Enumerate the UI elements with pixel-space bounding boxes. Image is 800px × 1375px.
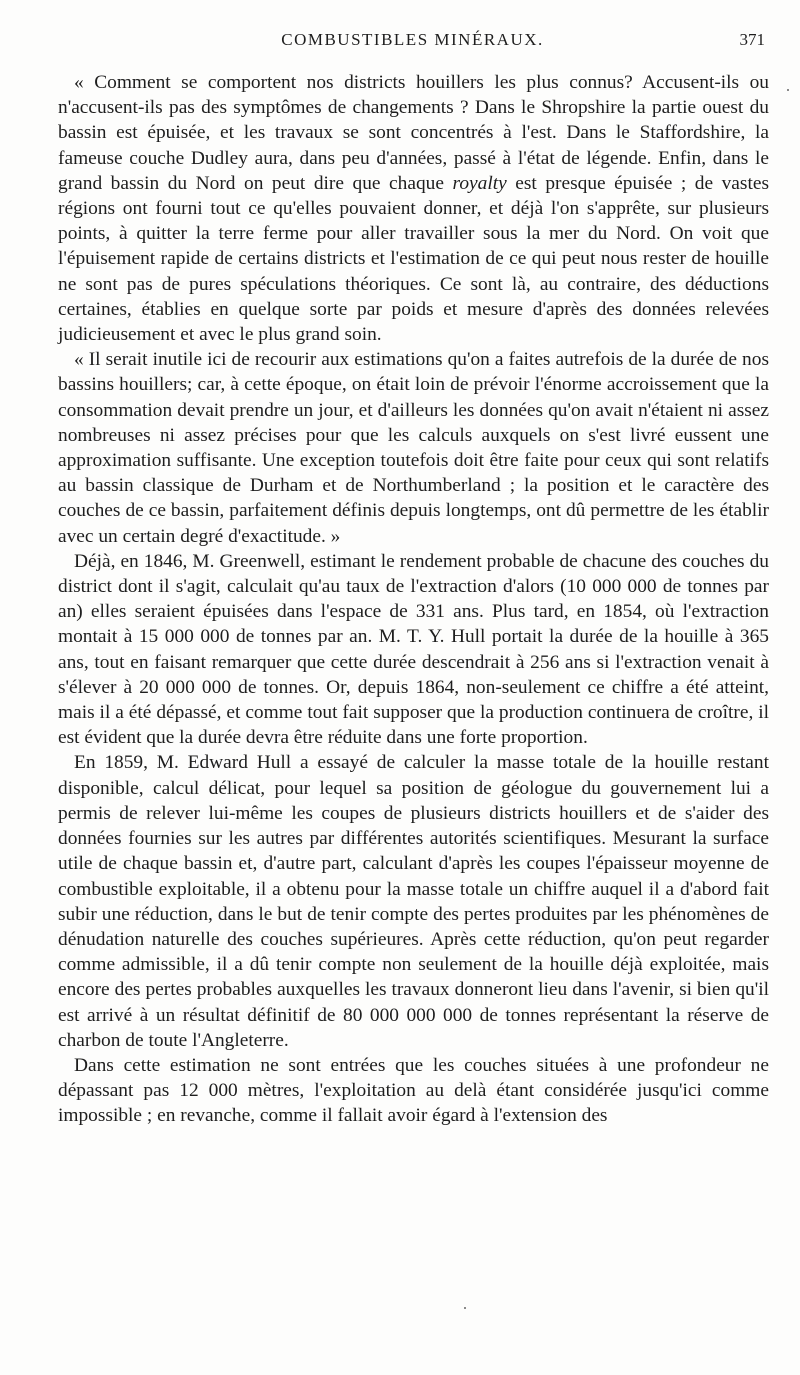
paragraph-depth: Dans cette estimation ne sont entrées que les couches situées à une profondeur ne dépassant pas 12 000 mètres, l'exploitation au delà étant considérée jusqu'ici comme impossible ; en revanche, comme il fallait avoir égard à l'extension des [58, 1054, 769, 1127]
ink-speck [464, 1307, 466, 1309]
margin-speck [787, 89, 789, 91]
page-body [58, 70, 769, 1129]
page-number: 371 [739, 30, 765, 49]
running-head [60, 30, 765, 56]
paragraph-text: est presque épuisée ; de vastes régions ont fourni tout ce qu'elles pouvaient donner, et déjà l'on s'apprête, sur plusieurs points, à quitter la terre ferme pour aller travailler sous la mer du Nord. On voit que l'épuisement rapide de certains districts et l'estimation de ce qui peut nous rester de houille ne sont pas de pures spéculations théoriques. Ce sont là, au contraire, des déductions certaines, établies en quelque sorte par poids et mesure d'après des données relevées judicieusement et avec le plus grand soin. [58, 172, 769, 346]
running-title: COMBUSTIBLES MINÉRAUX. [281, 30, 544, 49]
paragraph-greenwell: Déjà, en 1846, M. Greenwell, estimant le rendement probable de chacune des couches du district dont il s'agit, calculait qu'au taux de l'extraction d'alors (10 000 000 de tonnes par an) elles seraient épuisées dans l'espace de 331 ans. Plus tard, en 1854, où l'extraction montait à 15 000 000 de tonnes par an. M. T. Y. Hull portait la durée de la houille à 365 ans, tout en faisant remarquer que cette durée descendrait à 256 ans si l'extraction venait à s'élever à 20 000 000 de tonnes. Or, depuis 1864, non-seulement ce chiffre a été atteint, mais il a été dépassé, et comme tout fait supposer que la production continuera de croître, il est évident que la durée devra être réduite dans une forte proportion. [58, 550, 769, 749]
paragraph-quote-districts [58, 70, 769, 347]
paragraph-text: « Comment se comportent nos districts houillers les plus connus? Accusent-ils ou n'accusent-ils pas des symptômes de changements ? Dans le Shropshire la partie ouest du bassin est épuisée, et les travaux se sont concentrés à l'est. Dans le Staffordshire, la fameuse couche Dudley aura, dans peu d'années, passé à l'état de légende. Enfin, dans le grand bassin du Nord on peut dire que chaque [58, 72, 769, 194]
paragraph-quote-estimations: « Il serait inutile ici de recourir aux estimations qu'on a faites autrefois de la durée de nos bassins houillers; car, à cette époque, on était loin de prévoir l'énorme accroissement que la consommation devait prendre un jour, et d'ailleurs les données qu'on avait n'étaient ni assez nombreuses ni assez précises pour que les calculs auxquels on s'est livré eussent une approximation suffisante. Une exception toutefois doit être faite pour ceux qui sont relatifs au bassin classique de Durham et de Northumberland ; la position et le caractère des couches de ce bassin, parfaitement définis depuis longtemps, ont dû permettre de les établir avec un certain degré d'exactitude. » [58, 349, 769, 547]
paragraph-hull: En 1859, M. Edward Hull a essayé de calculer la masse totale de la houille restant disponible, calcul délicat, pour lequel sa position de géologue du gouvernement lui a permis de relever lui-même les coupes de plusieurs districts houillers et de s'aider des données fournies sur les autres par différentes autorités scientifiques. Mesurant la surface utile de chaque bassin et, d'autre part, calculant d'après les coupes l'épaisseur moyenne de combustible exploitable, il a obtenu pour la masse totale un chiffre auquel il a d'abord fait subir une réduction, dans le but de tenir compte des pertes produites par les phénomènes de dénudation naturelle des couches supérieures. Après cette réduction, qu'on peut regarder comme admissible, il a dû tenir compte non seulement de la houille déjà exploitée, mais encore des pertes probables auxquelles les travaux donneront lieu dans l'avenir, si bien qu'il est arrivé à un résultat définitif de 80 000 000 000 de tonnes représentant la réserve de charbon de toute l'Angleterre. [58, 752, 769, 1051]
emphasis-term: royalty [452, 172, 507, 194]
